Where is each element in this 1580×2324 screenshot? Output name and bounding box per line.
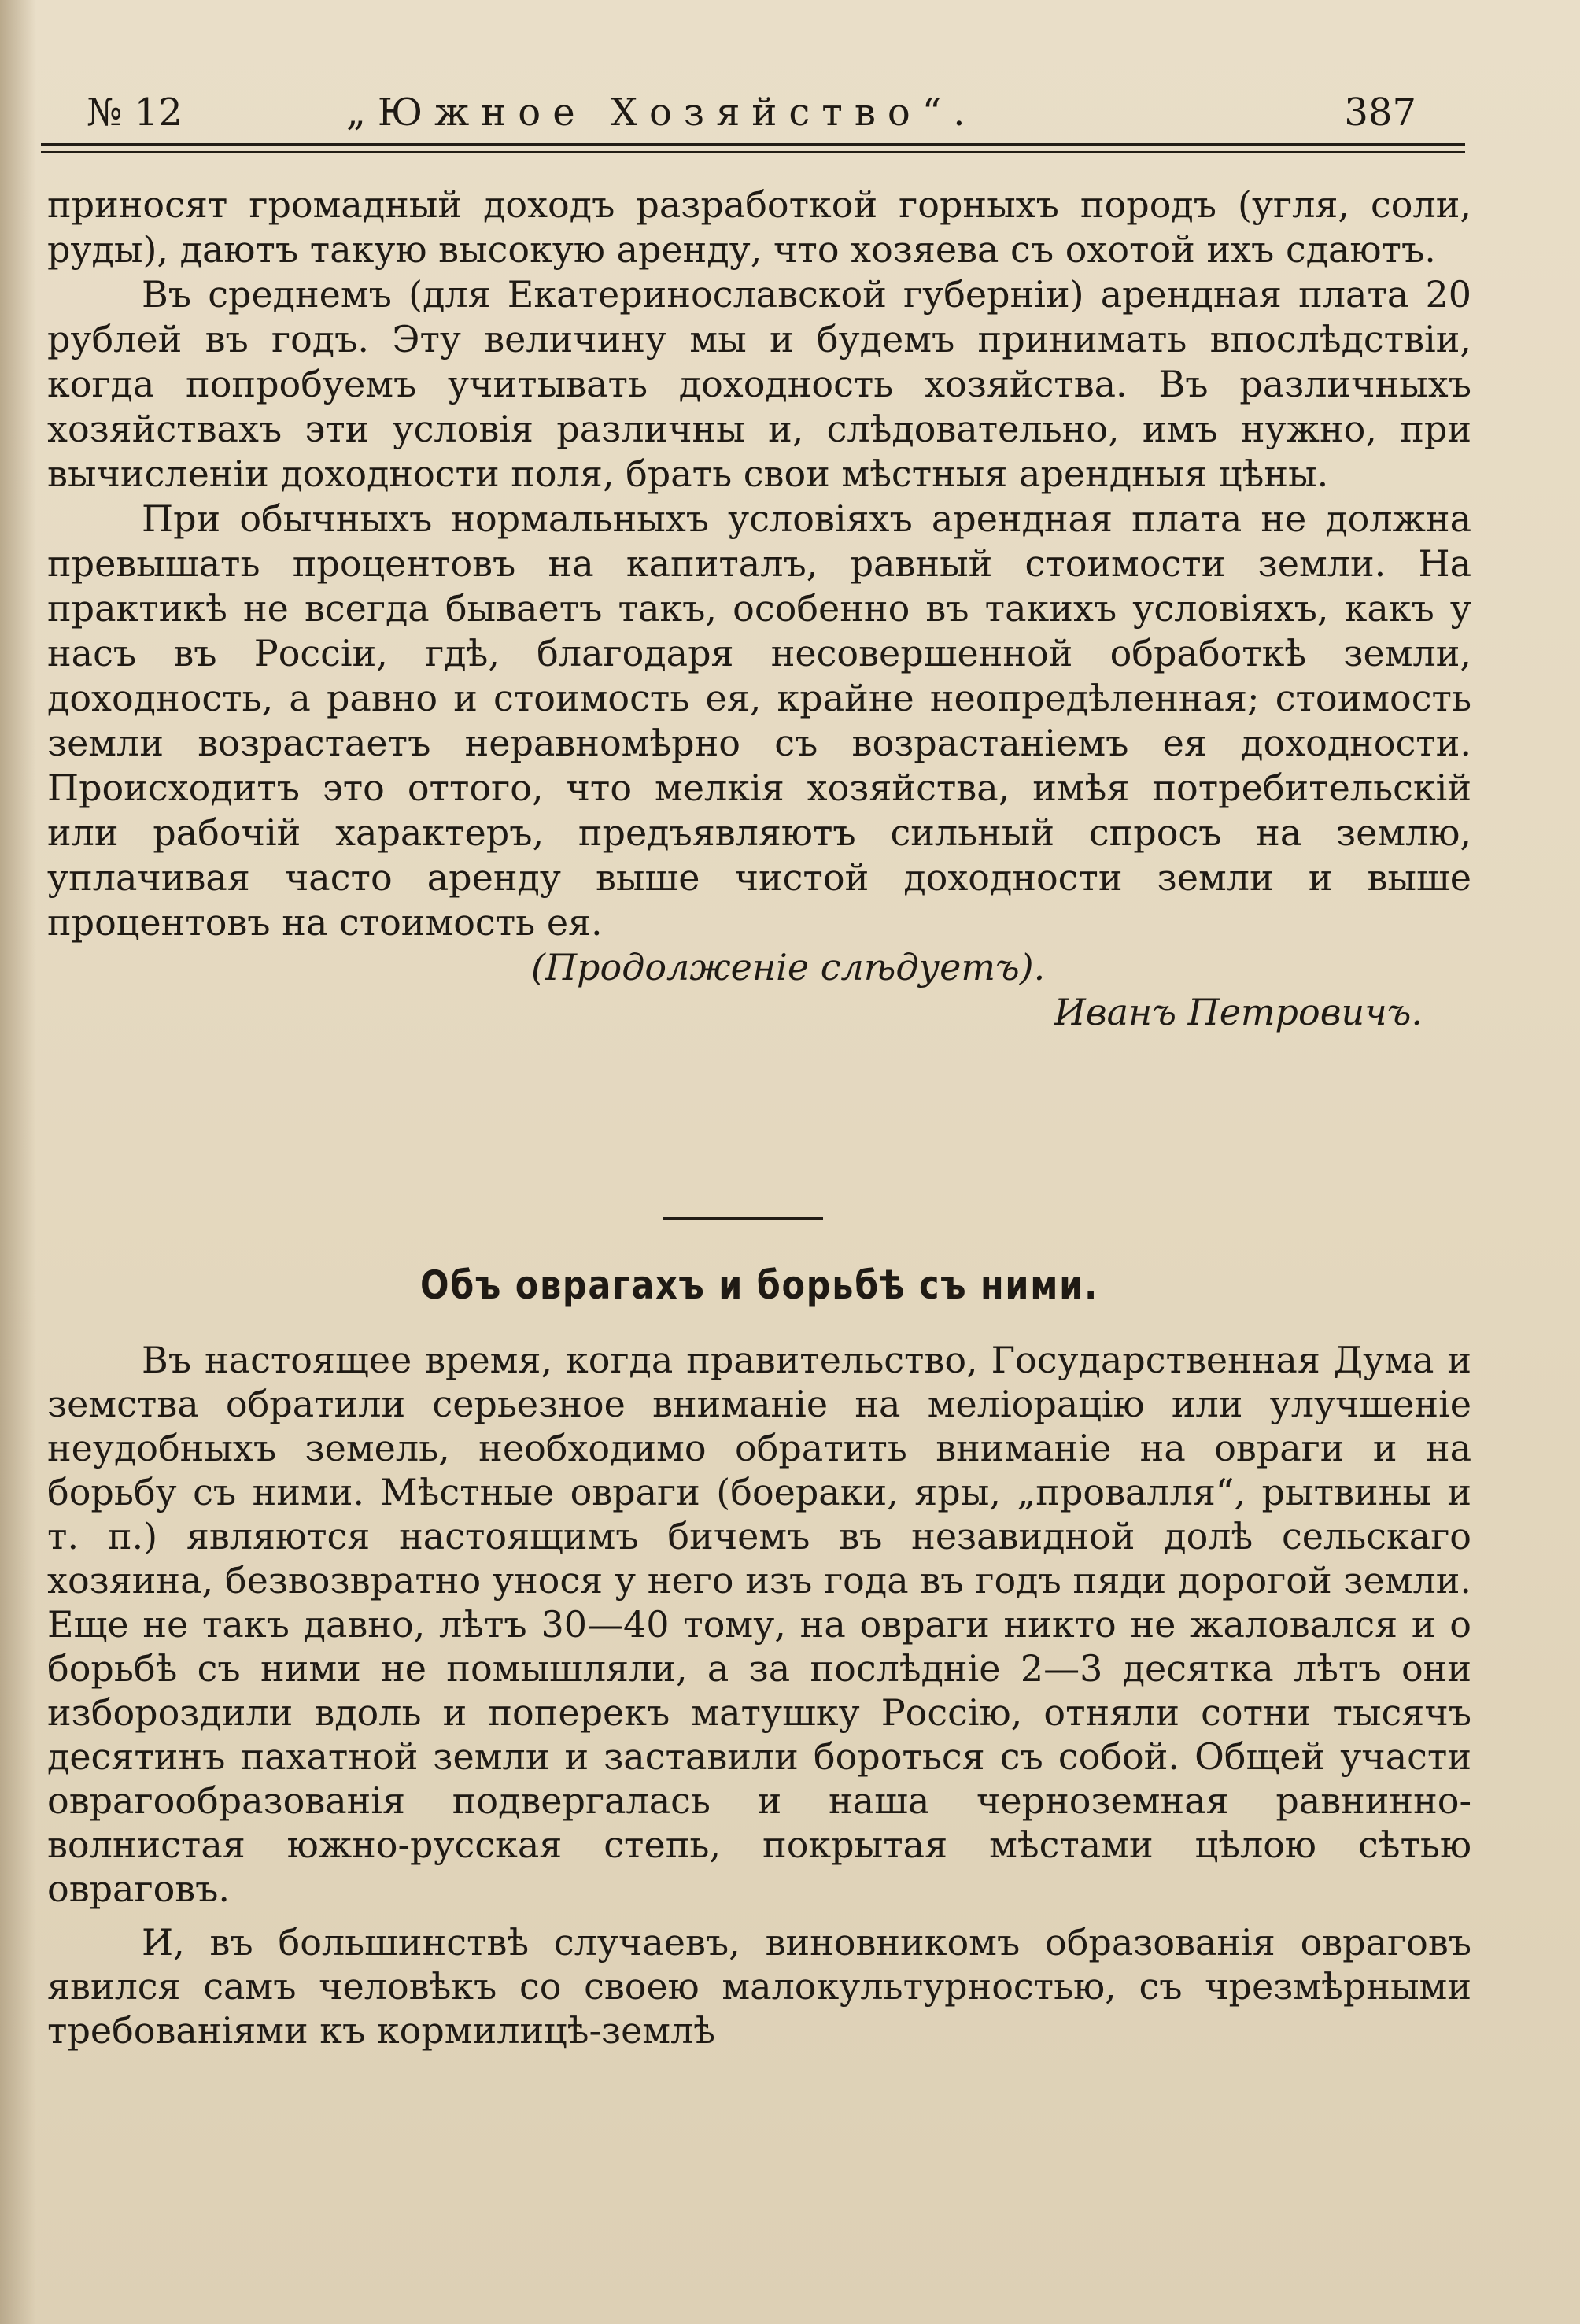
journal-title: „Южное Хозяйство“. xyxy=(346,91,977,135)
paragraph: приносят громадный доходъ разработкой горныхъ породъ (угля, соли, руды), даютъ такую высокую аренду, что хозяева съ охотой ихъ сдаютъ. xyxy=(47,183,1471,271)
author-signature: Иванъ Петровичъ. xyxy=(1054,991,1423,1033)
page-number: 387 xyxy=(1344,91,1416,135)
header-rule-thick xyxy=(41,143,1465,146)
issue-number: № 12 xyxy=(87,91,183,135)
header-rule-thin xyxy=(41,151,1465,153)
paragraph: При обычныхъ нормальныхъ условіяхъ арендная плата не должна превышать процентовъ на капиталъ, равный стоимости земли. На практикѣ не всегда бываетъ такъ, особенно въ такихъ условіяхъ, какъ у насъ въ Россіи, гдѣ, благодаря несовершенной обработкѣ земли, доходность, а равно и стоимость ея, крайне неопредѣленная; стоимость земли возрастаетъ неравномѣрно съ возрастаніемъ ея доходности. Происходитъ это оттого, что мелкія хозяйства, имѣя потребительскій или рабочій характеръ, предъявляютъ сильный спросъ на землю, уплачивая часто аренду выше чистой доходности земли и выше процентовъ на стоимость ея. xyxy=(47,497,1471,944)
article-body xyxy=(47,1338,1471,2052)
continuation-note: (Продолженіе слѣдуетъ). xyxy=(531,946,1046,988)
article-continued xyxy=(47,183,1471,1035)
paragraph: Въ среднемъ (для Екатеринославской губерніи) арендная плата 20 рублей въ годъ. Эту величину мы и будемъ принимать впослѣдствіи, когда попробуемъ учитывать доходность хозяйства. Въ различныхъ хозяйствахъ эти условія различны и, слѣдовательно, имъ нужно, при вычисленіи доходности поля, брать свои мѣстныя арендныя цѣны. xyxy=(47,273,1471,495)
article-title: Объ оврагахъ и борьбѣ съ ними. xyxy=(419,1262,1099,1308)
paragraph: Въ настоящее время, когда правительство, Государственная Дума и земства обратили серьезное вниманіе на меліорацію или улучшеніе неудобныхъ земель, необходимо обратить вниманіе на овраги и на борьбу съ ними. Мѣстные овраги (боераки, яры, „провалля“, рытвины и т. п.) являются настоящимъ бичемъ въ незавидной долѣ сельскаго хозяина, безвозвратно унося у него изъ года въ годъ пяди дорогой земли. Еще не такъ давно, лѣтъ 30—40 тому, на овраги никто не жаловался и о борьбѣ съ ними не помышляли, а за послѣдніе 2—3 десятка лѣтъ они избороздили вдоль и поперекъ матушку Россію, отняли сотни тысячъ десятинъ пахатной земли и заставили бороться съ собой. Общей участи оврагообразованія подвергалась и наша черноземная равнинно-волнистая южно-русская степь, покрытая мѣстами цѣлою сѣтью овраговъ. xyxy=(47,1339,1471,1910)
paragraph: И, въ большинствѣ случаевъ, виновникомъ образованія овраговъ явился самъ человѣкъ со своею малокультурностью, съ чрезмѣрными требованіями къ кормилицѣ-землѣ xyxy=(47,1921,1471,2052)
page-header xyxy=(87,85,1456,140)
section-divider xyxy=(663,1217,823,1220)
